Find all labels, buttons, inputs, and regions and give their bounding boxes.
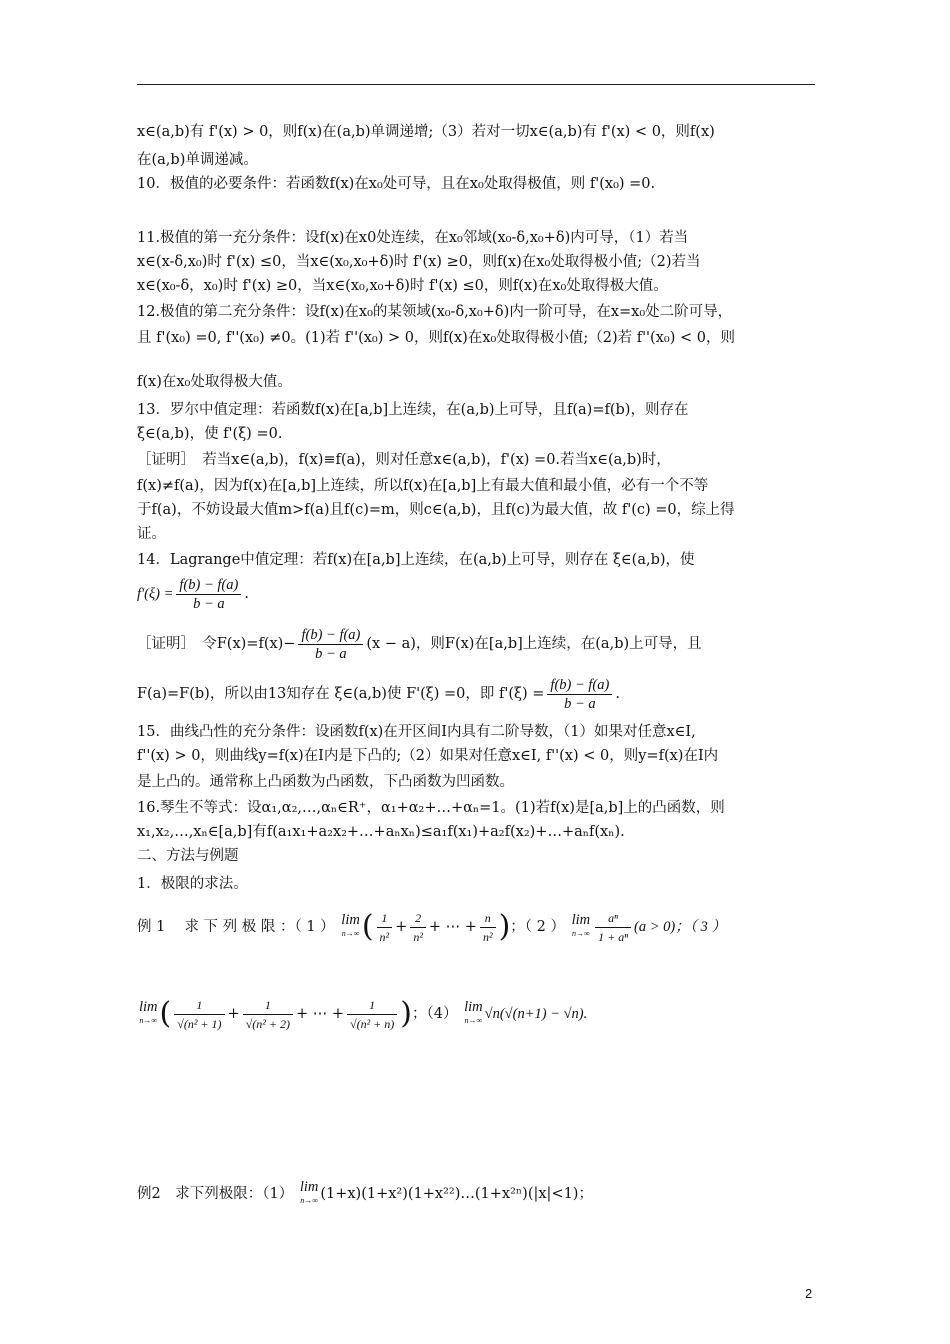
- text-line: f(x)≠f(a)，因为f(x)在[a,b]上连续，所以f(x)在[a,b]上有最大值和最小值，必有一个不等: [137, 478, 709, 494]
- text-line: x∈(x-δ,x₀)时 f'(x) ≤0，当x∈(x₀,x₀+δ)时 f'(x) ≥0，则f(x)在x₀处取得极小值;（2)若当: [137, 254, 701, 270]
- proof-text: ［证明］ 令F(x)=f(x)−: [137, 636, 296, 652]
- fraction-denominator: b − a: [193, 595, 225, 612]
- text-line: f(x)在x₀处取得极大值。: [137, 374, 292, 390]
- text-line: 是上凸的。通常称上凸函数为凸函数，下凸函数为凹函数。: [137, 774, 514, 790]
- lagrange-proof-line: [137, 624, 702, 664]
- fraction: $\frac{2}{\text{n²}}$: [410, 909, 426, 946]
- text-line: 10．极值的必要条件：若函数f(x)在x₀处可导，且在x₀处取得极值，则 f'(x₀) =0.: [137, 176, 656, 192]
- text-line: 11.极值的第一充分条件：设f(x)在x0处连续，在x₀邻域(x₀-δ,x₀+δ)内可导，（1）若当: [137, 230, 689, 246]
- text-line: 在(a,b)单调递减。: [137, 152, 258, 168]
- limit-operator: lim n→∞: [571, 912, 591, 938]
- fraction: $\frac{n}{\text{n²}}$: [480, 909, 496, 946]
- example-label: 例2 求下列极限：（1）: [137, 1186, 294, 1202]
- limit-operator: lim n→∞: [341, 912, 360, 938]
- mean-value-fraction: [298, 626, 363, 663]
- example-label: 例 1 求 下 列 极 限 ：（ 1 ）: [137, 919, 335, 935]
- text-line: 且 f'(x₀) =0, f''(x₀) ≠0。(1)若 f''(x₀) > 0，则f(x)在x₀处取得极小值;（2)若 f''(x₀) < 0，则: [137, 330, 735, 346]
- fraction-numerator: f(b) − f(a): [298, 626, 363, 645]
- formula-period: .: [615, 686, 620, 702]
- mean-value-fraction: [547, 676, 612, 713]
- fraction-numerator: f(b) − f(a): [547, 676, 612, 695]
- fraction: $\frac{\text{aⁿ}}{\text{1 + aⁿ}}$: [595, 909, 631, 946]
- text-line: x∈(a,b)有 f'(x) > 0，则f(x)在(a,b)单调递增;（3）若对一切x∈(a,b)有 f'(x) < 0，则f(x): [137, 124, 715, 140]
- section-heading: 二、方法与例题: [137, 848, 239, 864]
- example-separator: ；（ 2 ）: [510, 919, 565, 935]
- text-line: 15．曲线凸性的充分条件：设函数f(x)在开区间I内具有二阶导数，（1）如果对任意x∈I,: [137, 724, 696, 740]
- fraction: $\frac{1}{\text{n²}}$: [377, 909, 393, 946]
- text-line: 12.极值的第二充分条件：设f(x)在x₀的某领域(x₀-δ,x₀+δ)内一阶可导，在x=x₀处二阶可导，: [137, 304, 733, 320]
- example-expression: (1+x)(1+x²)(1+x²²)…(1+x²ⁿ)(|x|<1)；: [320, 1186, 593, 1202]
- formula-lhs: f'(ξ) =: [137, 586, 174, 602]
- text-line: ξ∈(a,b)，使 f'(ξ) =0.: [137, 426, 283, 442]
- text-line: x∈(x₀-δ，x₀)时 f'(x) ≥0，当x∈(x₀,x₀+δ)时 f'(x) ≤0，则f(x)在x₀处取得极大值。: [137, 278, 668, 294]
- formula-period: .: [244, 586, 249, 602]
- text-line: f''(x) > 0，则曲线y=f(x)在I内是下凸的;（2）如果对任意x∈I, f''(x) < 0，则y=f(x)在I内: [137, 748, 719, 764]
- text-line: 于f(a)，不妨设最大值m>f(a)且f(c)=m，则c∈(a,b)，且f(c)为最大值，故 f'(c) =0，综上得: [137, 502, 735, 518]
- text-line: x₁,x₂,…,xₙ∈[a,b]有f(a₁x₁+a₂x₂+…+aₙxₙ)≤a₁f(x₁)+a₂f(x₂)+…+aₙf(xₙ).: [137, 824, 625, 840]
- fraction: $\frac{1}{\text{√(n² + n)}}$: [347, 996, 397, 1033]
- lagrange-formula: [137, 574, 249, 614]
- example-1-line-1: 例 1 求 下 列 极 限 ：（ 1 ） lim n→∞ ( $\frac{1}{\text{n²}}$ + $\frac{2}{\text{n²}}$ + ⋯ + $\frac{n}{\text{n²}}$ )；（ 2 ） lim n→∞ $\frac{\text{aⁿ}}{\text{1 + aⁿ}}$ (a > 0)；（ 3 ）: [137, 909, 726, 944]
- text-line: ［证明］ 若当x∈(a,b)，f(x)≡f(a)，则对任意x∈(a,b)，f'(x) =0.若当x∈(a,b)时，: [137, 452, 671, 468]
- example-1-line-2: lim n→∞ ( $\frac{1}{\text{√(n² + 1)}}$ + $\frac{1}{\text{√(n² + 2)}}$ + ⋯ + $\frac{1}{\text{√(n² + n)}}$ )；（4） lim n→∞ √n(√(n+1) − √n).: [139, 996, 588, 1031]
- proof-text: F(a)=F(b)，所以由13知存在 ξ∈(a,b)使 F'(ξ) =0，即 f'(ξ) =: [137, 686, 545, 702]
- example-separator: ；（4）: [412, 1006, 458, 1022]
- lagrange-proof-conclusion: [137, 674, 620, 714]
- subsection-heading: 1．极限的求法。: [137, 876, 248, 892]
- fraction-denominator: b − a: [564, 695, 596, 712]
- text-line: 13．罗尔中值定理：若函数f(x)在[a,b]上连续，在(a,b)上可导，且f(a)=f(b)，则存在: [137, 402, 689, 418]
- text-line: 14．Lagrange中值定理：若f(x)在[a,b]上连续，在(a,b)上可导，则存在 ξ∈(a,b)，使: [137, 552, 695, 568]
- fraction-denominator: b − a: [315, 645, 347, 662]
- example-expression: √n(√(n+1) − √n).: [484, 1006, 588, 1022]
- text-line: 证。: [137, 526, 166, 542]
- limit-operator: lim n→∞: [299, 1179, 319, 1205]
- fraction-numerator: f(b) − f(a): [176, 576, 241, 595]
- proof-text: (x − a)，则F(x)在[a,b]上连续，在(a,b)上可导，且: [366, 636, 702, 652]
- fraction: $\frac{1}{\text{√(n² + 1)}}$: [174, 996, 224, 1033]
- fraction: $\frac{1}{\text{√(n² + 2)}}$: [243, 996, 293, 1033]
- text-line: 16.琴生不等式：设α₁,α₂,…,αₙ∈R⁺，α₁+α₂+…+αₙ=1。(1)若f(x)是[a,b]上的凸函数，则: [137, 800, 725, 816]
- example-condition: (a > 0)；（ 3 ）: [634, 919, 726, 935]
- mean-value-fraction: [176, 576, 241, 613]
- limit-operator: lim n→∞: [464, 999, 483, 1025]
- page-number: 2: [805, 1286, 813, 1301]
- example-2-line: [137, 1178, 593, 1210]
- limit-operator: lim n→∞: [139, 999, 158, 1025]
- header-rule: [137, 84, 815, 85]
